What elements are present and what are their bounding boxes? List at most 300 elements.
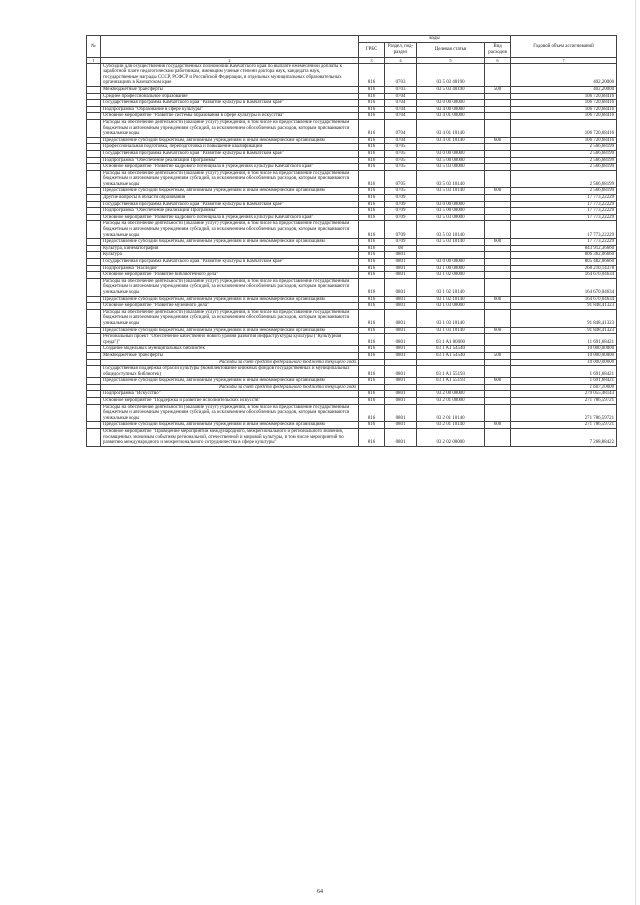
row-sum-cell: 1 691,68421 xyxy=(511,378,617,385)
row-number-cell xyxy=(87,429,101,447)
row-type-cell xyxy=(485,150,511,157)
row-grbs-cell: 816 xyxy=(359,188,385,195)
row-target-cell xyxy=(417,384,485,391)
row-grbs-cell: 816 xyxy=(359,366,385,378)
row-name-cell: Расходы на обеспечение деятельности (оказание услуг) учреждений, в том числе на предоставление государственным бюджетным и автономным учреждениям субсидий, за исключением обособленных расходов, которым присваиваются уникальные коды xyxy=(101,221,359,239)
row-type-cell xyxy=(485,303,511,310)
table-row xyxy=(87,188,617,195)
row-grbs-cell: 816 xyxy=(359,106,385,113)
row-name-cell: Подпрограмма "Обеспечение реализации Программы" xyxy=(101,157,359,164)
row-sum-cell: 271 786,59721 xyxy=(511,398,617,405)
row-target-cell: 03 5 03 00000 xyxy=(417,214,485,221)
row-type-cell xyxy=(485,272,511,279)
row-sum-cell: 106 720,68416 xyxy=(511,119,617,137)
row-section-cell: 0801 xyxy=(385,309,417,327)
row-number-cell xyxy=(87,252,101,259)
row-name-cell: Основное мероприятие "Развитие библиотечного дела" xyxy=(101,272,359,279)
row-name-cell: Государственная программа Камчатского края "Развитие культуры в Камчатском крае" xyxy=(101,150,359,157)
row-type-cell xyxy=(485,119,511,137)
row-number-cell xyxy=(87,137,101,144)
row-target-cell: 03 4 01 00000 xyxy=(417,113,485,120)
row-number-cell xyxy=(87,93,101,100)
table-row xyxy=(87,170,617,188)
table-row xyxy=(87,214,617,221)
row-target-cell: 03 5 03 10140 xyxy=(417,221,485,239)
row-section-cell: 0705 xyxy=(385,157,417,164)
row-sum-cell: 106 720,68416 xyxy=(511,113,617,120)
row-section-cell: 0801 xyxy=(385,346,417,353)
header-row-codes xyxy=(87,36,617,43)
row-name-cell: Предоставление субсидий бюджетным, автономным учреждениям и иным некоммерческим организациям xyxy=(101,239,359,246)
row-name-cell: Межбюджетные трансферты xyxy=(101,352,359,359)
row-sum-cell: 17 773,22229 xyxy=(511,214,617,221)
row-target-cell: 03 1 A1 00000 xyxy=(417,334,485,346)
row-number-cell xyxy=(87,378,101,385)
row-section-cell: 0801 xyxy=(385,352,417,359)
row-section-cell: 0801 xyxy=(385,334,417,346)
row-number-cell xyxy=(87,113,101,120)
row-sum-cell: 91 848,41323 xyxy=(511,309,617,327)
row-grbs-cell: 816 xyxy=(359,137,385,144)
row-number-cell xyxy=(87,221,101,239)
table-row xyxy=(87,239,617,246)
table-row xyxy=(87,201,617,208)
column-number: 5 xyxy=(417,57,485,63)
row-sum-cell: 806 362,06660 xyxy=(511,252,617,259)
row-grbs-cell: 816 xyxy=(359,221,385,239)
row-number-cell xyxy=(87,346,101,353)
row-name-cell: Основное мероприятие "Развитие системы образования в сфере культуры и искусства" xyxy=(101,113,359,120)
row-name-cell: Подпрограмма "Обеспечение реализации Программы" xyxy=(101,208,359,215)
row-target-cell: 03 1 02 10140 xyxy=(417,296,485,303)
row-grbs-cell: 816 xyxy=(359,195,385,202)
table-row xyxy=(87,366,617,378)
row-sum-cell: 843 912,36660 xyxy=(511,245,617,252)
row-type-cell: 600 xyxy=(485,422,511,429)
row-number-cell xyxy=(87,265,101,272)
row-number-cell xyxy=(87,366,101,378)
row-grbs-cell: 816 xyxy=(359,113,385,120)
row-type-cell: 600 xyxy=(485,378,511,385)
column-number: 2 xyxy=(101,57,359,63)
row-number-cell xyxy=(87,150,101,157)
row-name-cell: Государственная программа Камчатского края "Развитие культуры в Камчатском крае" xyxy=(101,201,359,208)
table-row xyxy=(87,245,617,252)
row-type-cell xyxy=(485,359,511,366)
row-section-cell: 0801 xyxy=(385,404,417,422)
row-sum-cell: 11 691,68421 xyxy=(511,334,617,346)
row-sum-cell: 1 691,68421 xyxy=(511,366,617,378)
table-row xyxy=(87,327,617,334)
row-target-cell xyxy=(417,144,485,151)
row-target-cell: 03 1 03 10140 xyxy=(417,327,485,334)
row-target-cell xyxy=(417,93,485,100)
row-target-cell: 03 5 03 10140 xyxy=(417,239,485,246)
row-type-cell xyxy=(485,252,511,259)
row-name-cell: Основное мероприятие "Поддержка и развитие исполнительских искусств" xyxy=(101,398,359,405)
row-number-cell xyxy=(87,359,101,366)
row-section-cell: 0709 xyxy=(385,208,417,215)
row-type-cell xyxy=(485,170,511,188)
row-type-cell xyxy=(485,398,511,405)
row-name-cell: Культура xyxy=(101,252,359,259)
row-target-cell xyxy=(417,195,485,202)
row-name-cell: Предоставление субсидий бюджетным, автономным учреждениям и иным некоммерческим организациям xyxy=(101,188,359,195)
row-type-cell xyxy=(485,106,511,113)
table-row xyxy=(87,265,617,272)
row-name-cell: Предоставление субсидий бюджетным, автономным учреждениям и иным некоммерческим организациям xyxy=(101,327,359,334)
row-type-cell xyxy=(485,259,511,266)
row-grbs-cell: 816 xyxy=(359,296,385,303)
table-row xyxy=(87,378,617,385)
row-target-cell: 03 5 00 00000 xyxy=(417,157,485,164)
header-target: Целевая статья xyxy=(417,42,485,57)
row-number-cell xyxy=(87,352,101,359)
row-sum-cell: 91 848,41323 xyxy=(511,327,617,334)
row-sum-cell: 271 786,59721 xyxy=(511,422,617,429)
row-section-cell: 0705 xyxy=(385,150,417,157)
table-row xyxy=(87,296,617,303)
table-row xyxy=(87,86,617,93)
row-number-cell xyxy=(87,119,101,137)
row-number-cell xyxy=(87,422,101,429)
row-type-cell xyxy=(485,201,511,208)
row-target-cell: 03 5 00 00000 xyxy=(417,208,485,215)
table-row xyxy=(87,278,617,296)
row-grbs-cell: 816 xyxy=(359,144,385,151)
row-number-cell xyxy=(87,239,101,246)
row-grbs-cell: 816 xyxy=(359,150,385,157)
table-row xyxy=(87,404,617,422)
header-section: Раздел, под- раздел xyxy=(385,42,417,57)
table-row xyxy=(87,384,617,391)
row-name-cell: Предоставление субсидий бюджетным, автономным учреждениям и иным некоммерческим организациям xyxy=(101,296,359,303)
row-section-cell: 0801 xyxy=(385,303,417,310)
row-number-cell xyxy=(87,188,101,195)
row-number-cell xyxy=(87,384,101,391)
row-name-cell: Предоставление субсидий бюджетным, автономным учреждениям и иным некоммерческим организациям xyxy=(101,422,359,429)
row-sum-cell: 268 210,14378 xyxy=(511,265,617,272)
row-sum-cell: 7 268,88422 xyxy=(511,429,617,447)
header-type: Вид расходов xyxy=(485,42,511,57)
row-type-cell xyxy=(485,384,511,391)
table-row xyxy=(87,252,617,259)
row-type-cell xyxy=(485,245,511,252)
row-target-cell: 03 4 00 00000 xyxy=(417,106,485,113)
table-row xyxy=(87,100,617,107)
row-sum-cell: 17 773,22229 xyxy=(511,201,617,208)
row-type-cell: 600 xyxy=(485,137,511,144)
row-target-cell: 03 2 01 00000 xyxy=(417,398,485,405)
row-target-cell: 03 1 02 00000 xyxy=(417,272,485,279)
row-target-cell xyxy=(417,245,485,252)
row-section-cell: 0709 xyxy=(385,239,417,246)
row-grbs-cell: 816 xyxy=(359,239,385,246)
row-number-cell xyxy=(87,208,101,215)
column-number: 7 xyxy=(511,57,617,63)
row-section-cell: 0704 xyxy=(385,93,417,100)
row-number-cell xyxy=(87,303,101,310)
row-section-cell: 0703 xyxy=(385,63,417,86)
row-type-cell xyxy=(485,195,511,202)
row-section-cell: 0801 xyxy=(385,366,417,378)
row-grbs-cell: 816 xyxy=(359,303,385,310)
row-section-cell: 0801 xyxy=(385,252,417,259)
row-name-cell: Основное мероприятие "Развитие музейного дела" xyxy=(101,303,359,310)
row-sum-cell: 17 773,22229 xyxy=(511,221,617,239)
row-target-cell: 03 1 A1 55193 xyxy=(417,378,485,385)
row-grbs-cell: 816 xyxy=(359,429,385,447)
row-sum-cell: 402,20000 xyxy=(511,63,617,86)
table-row xyxy=(87,106,617,113)
row-target-cell: 03 5 03 10140 xyxy=(417,170,485,188)
row-section-cell: 0709 xyxy=(385,221,417,239)
row-section-cell: 0704 xyxy=(385,113,417,120)
row-type-cell xyxy=(485,265,511,272)
row-grbs-cell: 816 xyxy=(359,201,385,208)
row-name-cell: Подпрограмма "Искусство" xyxy=(101,391,359,398)
table-row xyxy=(87,352,617,359)
row-sum-cell: 164 670,04634 xyxy=(511,278,617,296)
row-sum-cell: 106 720,68416 xyxy=(511,137,617,144)
row-sum-cell: 2 566,68199 xyxy=(511,144,617,151)
row-name-cell: Расходы за счет средств федерального бюджета текущего года xyxy=(101,384,359,391)
row-section-cell: 0704 xyxy=(385,137,417,144)
row-sum-cell: 2 566,68199 xyxy=(511,170,617,188)
table-row xyxy=(87,195,617,202)
row-sum-cell: 271 786,59721 xyxy=(511,404,617,422)
row-name-cell: Среднее профессиональное образование xyxy=(101,93,359,100)
table-row xyxy=(87,137,617,144)
row-number-cell xyxy=(87,63,101,86)
row-type-cell xyxy=(485,93,511,100)
row-grbs-cell: 816 xyxy=(359,327,385,334)
header-no: № xyxy=(87,36,101,58)
row-number-cell xyxy=(87,170,101,188)
scan-edge xyxy=(635,0,636,905)
row-grbs-cell: 816 xyxy=(359,86,385,93)
row-type-cell xyxy=(485,144,511,151)
row-target-cell: 03 1 00 00000 xyxy=(417,265,485,272)
row-name-cell: Расходы на обеспечение деятельности (оказание услуг) учреждений, в том числе на предоставление государственным бюджетным и автономным учреждениям субсидий, за исключением обособленных расходов, которым присваиваются уникальные коды xyxy=(101,119,359,137)
table-row xyxy=(87,144,617,151)
row-grbs-cell: 816 xyxy=(359,214,385,221)
table-row xyxy=(87,150,617,157)
row-grbs-cell: 816 xyxy=(359,208,385,215)
row-sum-cell: 164 670,04634 xyxy=(511,296,617,303)
row-sum-cell: 91 848,41323 xyxy=(511,303,617,310)
row-section-cell: 0801 xyxy=(385,265,417,272)
row-number-cell xyxy=(87,391,101,398)
row-target-cell: 03 5 03 00000 xyxy=(417,164,485,171)
header-codes: коды xyxy=(359,36,511,43)
row-section-cell: 0801 xyxy=(385,429,417,447)
row-number-cell xyxy=(87,278,101,296)
row-target-cell: 03 1 02 10140 xyxy=(417,278,485,296)
row-number-cell xyxy=(87,201,101,208)
row-grbs-cell: 816 xyxy=(359,378,385,385)
row-target-cell: 03 5 03 40190 xyxy=(417,86,485,93)
row-section-cell: 0705 xyxy=(385,170,417,188)
row-name-cell: Государственная программа Камчатского края "Развитие культуры в Камчатском крае" xyxy=(101,100,359,107)
row-section-cell: 0709 xyxy=(385,195,417,202)
row-section-cell: 0801 xyxy=(385,398,417,405)
row-grbs-cell: 816 xyxy=(359,422,385,429)
row-grbs-cell: 816 xyxy=(359,164,385,171)
row-target-cell: 03 0 00 00000 xyxy=(417,201,485,208)
row-number-cell xyxy=(87,100,101,107)
row-section-cell: 0703 xyxy=(385,86,417,93)
row-section-cell: 0801 xyxy=(385,278,417,296)
row-sum-cell: 17 773,22229 xyxy=(511,195,617,202)
row-section-cell: 0801 xyxy=(385,391,417,398)
row-number-cell xyxy=(87,157,101,164)
row-type-cell xyxy=(485,164,511,171)
table-body xyxy=(87,63,617,446)
budget-table xyxy=(86,35,617,447)
row-type-cell: 500 xyxy=(485,86,511,93)
row-type-cell xyxy=(485,157,511,164)
row-name-cell: Расходы на обеспечение деятельности (оказание услуг) учреждений, в том числе на предоставление государственным бюджетным и автономным учреждениям субсидий, за исключением обособленных расходов, которым присваиваются уникальные коды xyxy=(101,278,359,296)
row-sum-cell: 164 670,04634 xyxy=(511,272,617,279)
table-row xyxy=(87,113,617,120)
row-type-cell xyxy=(485,100,511,107)
column-number: 3 xyxy=(359,57,385,63)
row-type-cell: 600 xyxy=(485,239,511,246)
row-target-cell: 03 1 A1 54540 xyxy=(417,346,485,353)
table-row xyxy=(87,164,617,171)
row-target-cell: 03 2 01 10140 xyxy=(417,422,485,429)
row-sum-cell: 10 000,00000 xyxy=(511,352,617,359)
row-name-cell: Предоставление субсидий бюджетным, автономным учреждениям и иным некоммерческим организациям xyxy=(101,378,359,385)
row-section-cell: 0704 xyxy=(385,100,417,107)
row-sum-cell: 106 720,68416 xyxy=(511,106,617,113)
row-target-cell: 03 0 00 00000 xyxy=(417,100,485,107)
row-grbs-cell: 816 xyxy=(359,245,385,252)
row-section-cell: 0801 xyxy=(385,422,417,429)
table-row xyxy=(87,422,617,429)
row-target-cell: 03 4 01 10140 xyxy=(417,137,485,144)
row-name-cell: Основное мероприятие "Развитие кадрового потенциала в учреждениях культуры Камчатского края" xyxy=(101,164,359,171)
row-type-cell xyxy=(485,366,511,378)
row-grbs-cell: 816 xyxy=(359,278,385,296)
row-name-cell: Культура, кинематография xyxy=(101,245,359,252)
row-number-cell xyxy=(87,214,101,221)
column-number: 6 xyxy=(485,57,511,63)
column-number: 4 xyxy=(385,57,417,63)
row-type-cell xyxy=(485,429,511,447)
row-target-cell: 03 1 A1 55193 xyxy=(417,366,485,378)
row-target-cell: 03 1 03 10140 xyxy=(417,309,485,327)
row-target-cell: 03 0 00 00000 xyxy=(417,150,485,157)
row-grbs-cell: 816 xyxy=(359,157,385,164)
row-name-cell: Межбюджетные трансферты xyxy=(101,86,359,93)
row-section-cell: 0801 xyxy=(385,327,417,334)
row-sum-cell: 279 055,48143 xyxy=(511,391,617,398)
table-row xyxy=(87,272,617,279)
table-row xyxy=(87,157,617,164)
row-grbs-cell xyxy=(359,384,385,391)
row-name-cell: Создание модельных муниципальных библиотек xyxy=(101,346,359,353)
row-section-cell: 0801 xyxy=(385,296,417,303)
table-row xyxy=(87,334,617,346)
row-sum-cell: 2 566,68199 xyxy=(511,157,617,164)
row-number-cell xyxy=(87,398,101,405)
row-name-cell: Государственная поддержка отрасли культуры (Комплектование книжных фондов государственных и муниципальных общедоступных библиотек) xyxy=(101,366,359,378)
row-type-cell xyxy=(485,404,511,422)
row-grbs-cell: 816 xyxy=(359,352,385,359)
row-type-cell: 600 xyxy=(485,327,511,334)
row-section-cell: 0704 xyxy=(385,106,417,113)
row-section-cell: 0801 xyxy=(385,272,417,279)
row-target-cell: 03 1 A1 54540 xyxy=(417,352,485,359)
table-row xyxy=(87,208,617,215)
row-sum-cell: 17 773,22229 xyxy=(511,208,617,215)
row-target-cell: 03 4 01 10140 xyxy=(417,119,485,137)
row-name-cell: Основное мероприятие "Развитие кадрового потенциала в учреждениях культуры Камчатского края" xyxy=(101,214,359,221)
row-type-cell: 500 xyxy=(485,352,511,359)
row-target-cell: 03 5 03 10140 xyxy=(417,188,485,195)
table-row xyxy=(87,391,617,398)
row-sum-cell: 106 720,68416 xyxy=(511,93,617,100)
table-row xyxy=(87,119,617,137)
row-grbs-cell: 816 xyxy=(359,346,385,353)
row-grbs-cell: 816 xyxy=(359,309,385,327)
row-grbs-cell: 816 xyxy=(359,334,385,346)
table-row xyxy=(87,303,617,310)
row-name-cell: Другие вопросы в области образования xyxy=(101,195,359,202)
row-number-cell xyxy=(87,296,101,303)
row-section-cell: 0709 xyxy=(385,201,417,208)
row-grbs-cell: 816 xyxy=(359,404,385,422)
row-target-cell: 03 1 03 00000 xyxy=(417,303,485,310)
row-number-cell xyxy=(87,195,101,202)
row-name-cell: Расходы на обеспечение деятельности (оказание услуг) учреждений, в том числе на предоставление государственным бюджетным и автономным учреждениям субсидий, за исключением обособленных расходов, которым присваиваются уникальные коды xyxy=(101,309,359,327)
row-type-cell xyxy=(485,221,511,239)
row-section-cell xyxy=(385,384,417,391)
row-section-cell: 0704 xyxy=(385,119,417,137)
table-row xyxy=(87,63,617,86)
header-sum: Годовой объем ассигнований xyxy=(511,36,617,58)
row-grbs-cell: 816 xyxy=(359,398,385,405)
page-number: 64 xyxy=(317,889,323,895)
row-sum-cell: 10 000,00000 xyxy=(511,359,617,366)
row-grbs-cell: 816 xyxy=(359,259,385,266)
row-grbs-cell: 816 xyxy=(359,170,385,188)
table-row xyxy=(87,221,617,239)
row-grbs-cell: 816 xyxy=(359,265,385,272)
row-section-cell: 0801 xyxy=(385,259,417,266)
row-grbs-cell: 816 xyxy=(359,100,385,107)
row-sum-cell: 805 482,06660 xyxy=(511,259,617,266)
row-target-cell: 03 0 00 00000 xyxy=(417,259,485,266)
row-sum-cell: 17 773,22229 xyxy=(511,239,617,246)
row-name-cell: Региональный проект "Обеспечение качественно нового уровня развития инфраструктуры культуры ("Культурная среда")" xyxy=(101,334,359,346)
row-grbs-cell: 816 xyxy=(359,93,385,100)
row-grbs-cell: 816 xyxy=(359,391,385,398)
row-sum-cell: 2 566,68199 xyxy=(511,150,617,157)
row-name-cell: Государственная программа Камчатского края "Развитие культуры в Камчатском крае" xyxy=(101,259,359,266)
header-name xyxy=(101,36,359,58)
row-section-cell: 0705 xyxy=(385,164,417,171)
row-section-cell xyxy=(385,359,417,366)
row-number-cell xyxy=(87,86,101,93)
row-number-cell xyxy=(87,309,101,327)
table-row xyxy=(87,398,617,405)
row-type-cell xyxy=(485,391,511,398)
row-sum-cell: 2 566,68199 xyxy=(511,164,617,171)
row-name-cell: Расходы за счет средств федерального бюджета текущего года xyxy=(101,359,359,366)
